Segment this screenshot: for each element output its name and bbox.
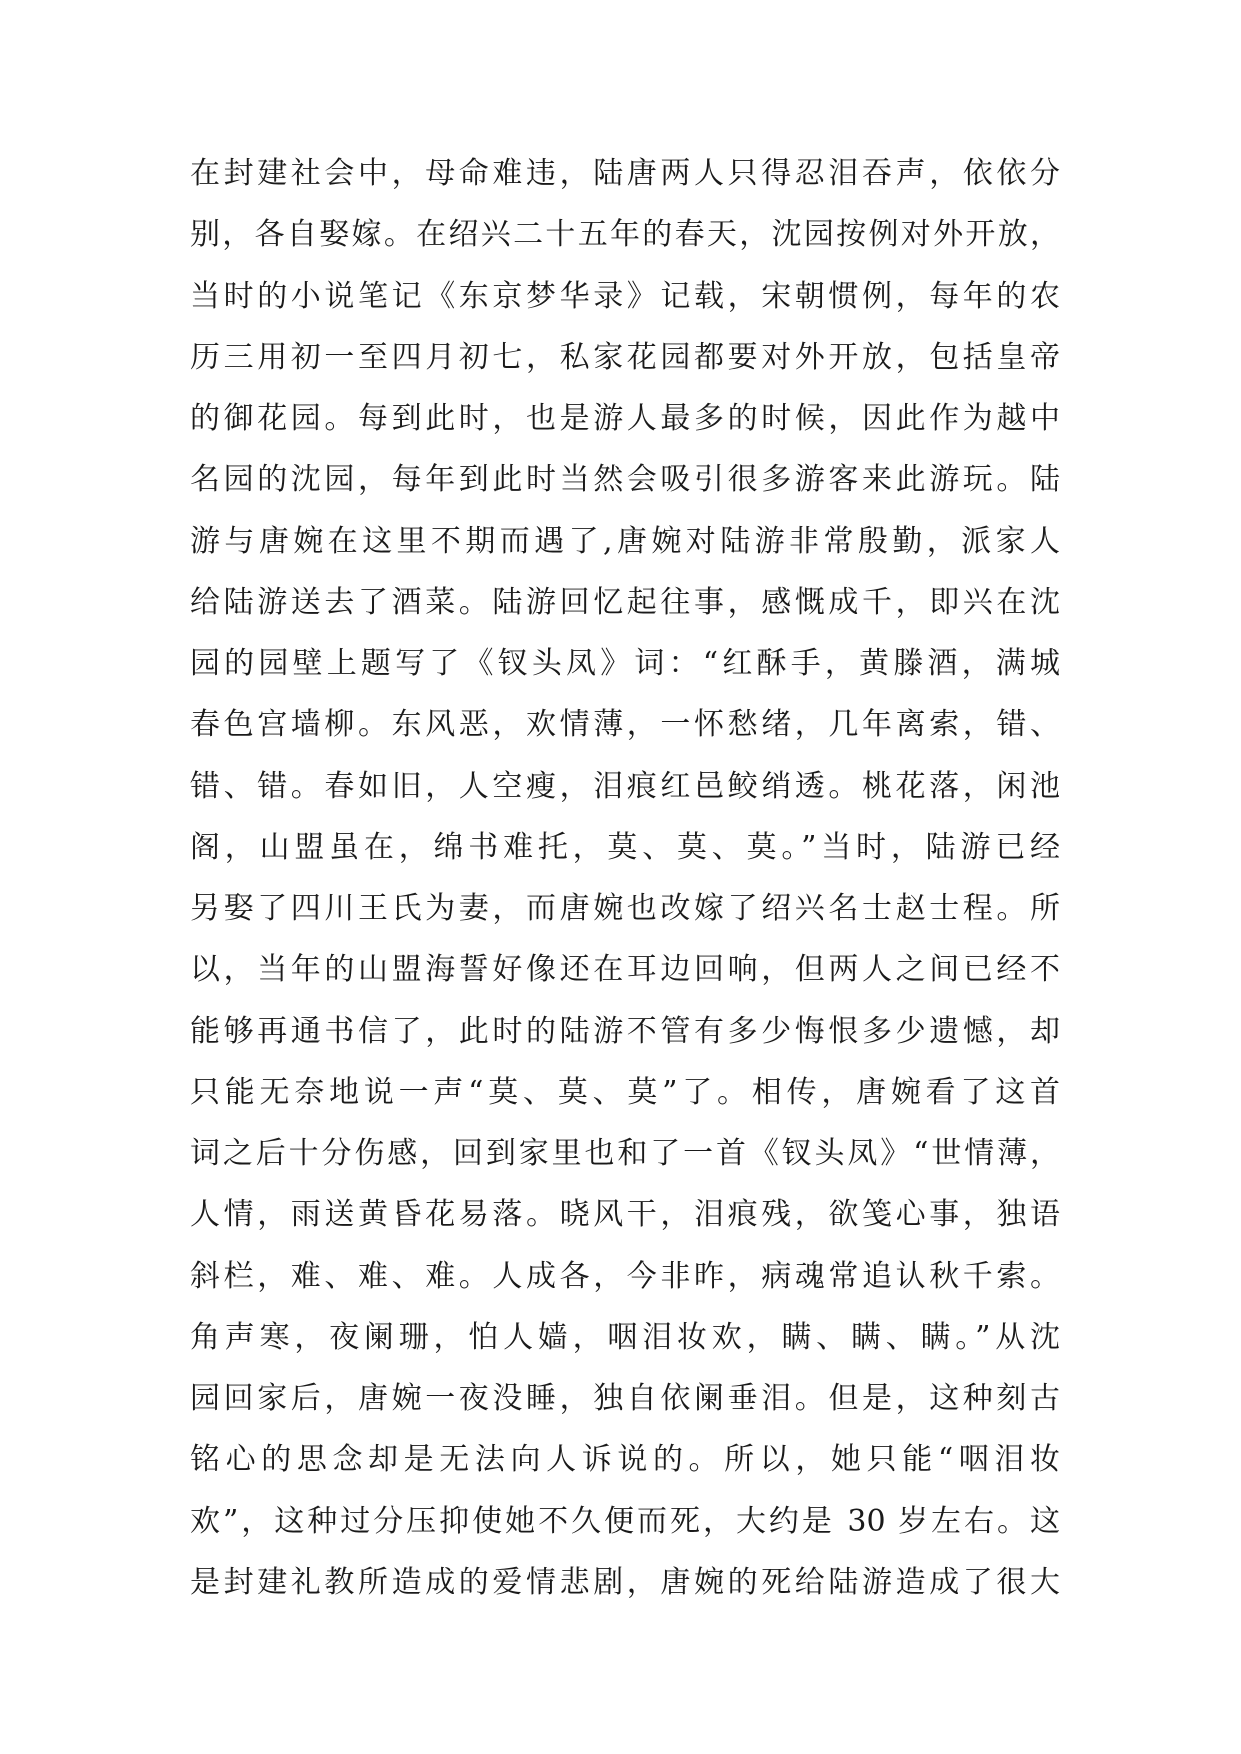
text-line: 园回家后，唐婉一夜没睡，独自依阑垂泪。但是，这种刻古: [190, 1381, 1060, 1416]
text-line: 词之后十分伤感，回到家里也和了一首《钗头凤》“世情薄，: [190, 1136, 1060, 1171]
text-line: 春色宫墙柳。东风恶，欢情薄，一怀愁绪，几年离索，错、: [190, 707, 1060, 743]
text-line: 的御花园。每到此时，也是游人最多的时候，因此作为越中: [190, 401, 1060, 436]
text-line: 阁，山盟虽在，绵书难托，莫、莫、莫。”当时，陆游已经: [190, 829, 1060, 865]
text-line: 别，各自娶嫁。在绍兴二十五年的春天，沈园按例对外开放，: [190, 217, 1060, 253]
text-line: 在封建社会中，母命难违，陆唐两人只得忍泪吞声，依依分: [190, 156, 1060, 191]
text-line: 当时的小说笔记《东京梦华录》记载，宋朝惯例，每年的农: [190, 278, 1060, 314]
text-line: 另娶了四川王氏为妻，而唐婉也改嫁了绍兴名士赵士程。所: [190, 891, 1060, 926]
text-line: 游与唐婉在这里不期而遇了,唐婉对陆游非常殷勤，派家人: [190, 523, 1060, 559]
text-line: 以，当年的山盟海誓好像还在耳边回响，但两人之间已经不: [190, 952, 1060, 988]
body-paragraph: [190, 143, 1060, 1613]
text-line: 只能无奈地说一声“莫、莫、莫”了。相传，唐婉看了这首: [190, 1074, 1060, 1110]
text-line: 给陆游送去了酒菜。陆游回忆起往事，感慨成千，即兴在沈: [190, 584, 1060, 620]
text-line: 历三用初一至四月初七，私家花园都要对外开放，包括皇帝: [190, 339, 1060, 375]
text-line: 欢”，这种过分压抑使她不久便而死，大约是 30 岁左右。这: [190, 1503, 1060, 1539]
text-line: 人情，雨送黄昏花易落。晓风干，泪痕残，欲笺心事，独语: [190, 1197, 1060, 1233]
text-line: 能够再通书信了，此时的陆游不管有多少悔恨多少遗憾，却: [190, 1013, 1060, 1049]
text-line: 斜栏，难、难、难。人成各，今非昨，病魂常追认秋千索。: [190, 1258, 1060, 1294]
text-line: 名园的沈园，每年到此时当然会吸引很多游客来此游玩。陆: [190, 462, 1060, 498]
text-line: 铭心的思念却是无法向人诉说的。所以，她只能“咽泪妆: [190, 1442, 1060, 1478]
text-line: 园的园壁上题写了《钗头凤》词：“红酥手，黄滕酒，满城: [190, 646, 1060, 681]
text-line: 角声寒，夜阑珊，怕人嫱，咽泪妆欢，瞒、瞒、瞒。”从沈: [190, 1319, 1060, 1355]
text-line: 错、错。春如旧，人空瘦，泪痕红邑鲛绡透。桃花落，闲池: [190, 768, 1060, 804]
text-line: 是封建礼教所造成的爱情悲剧，唐婉的死给陆游造成了很大: [190, 1564, 1060, 1600]
